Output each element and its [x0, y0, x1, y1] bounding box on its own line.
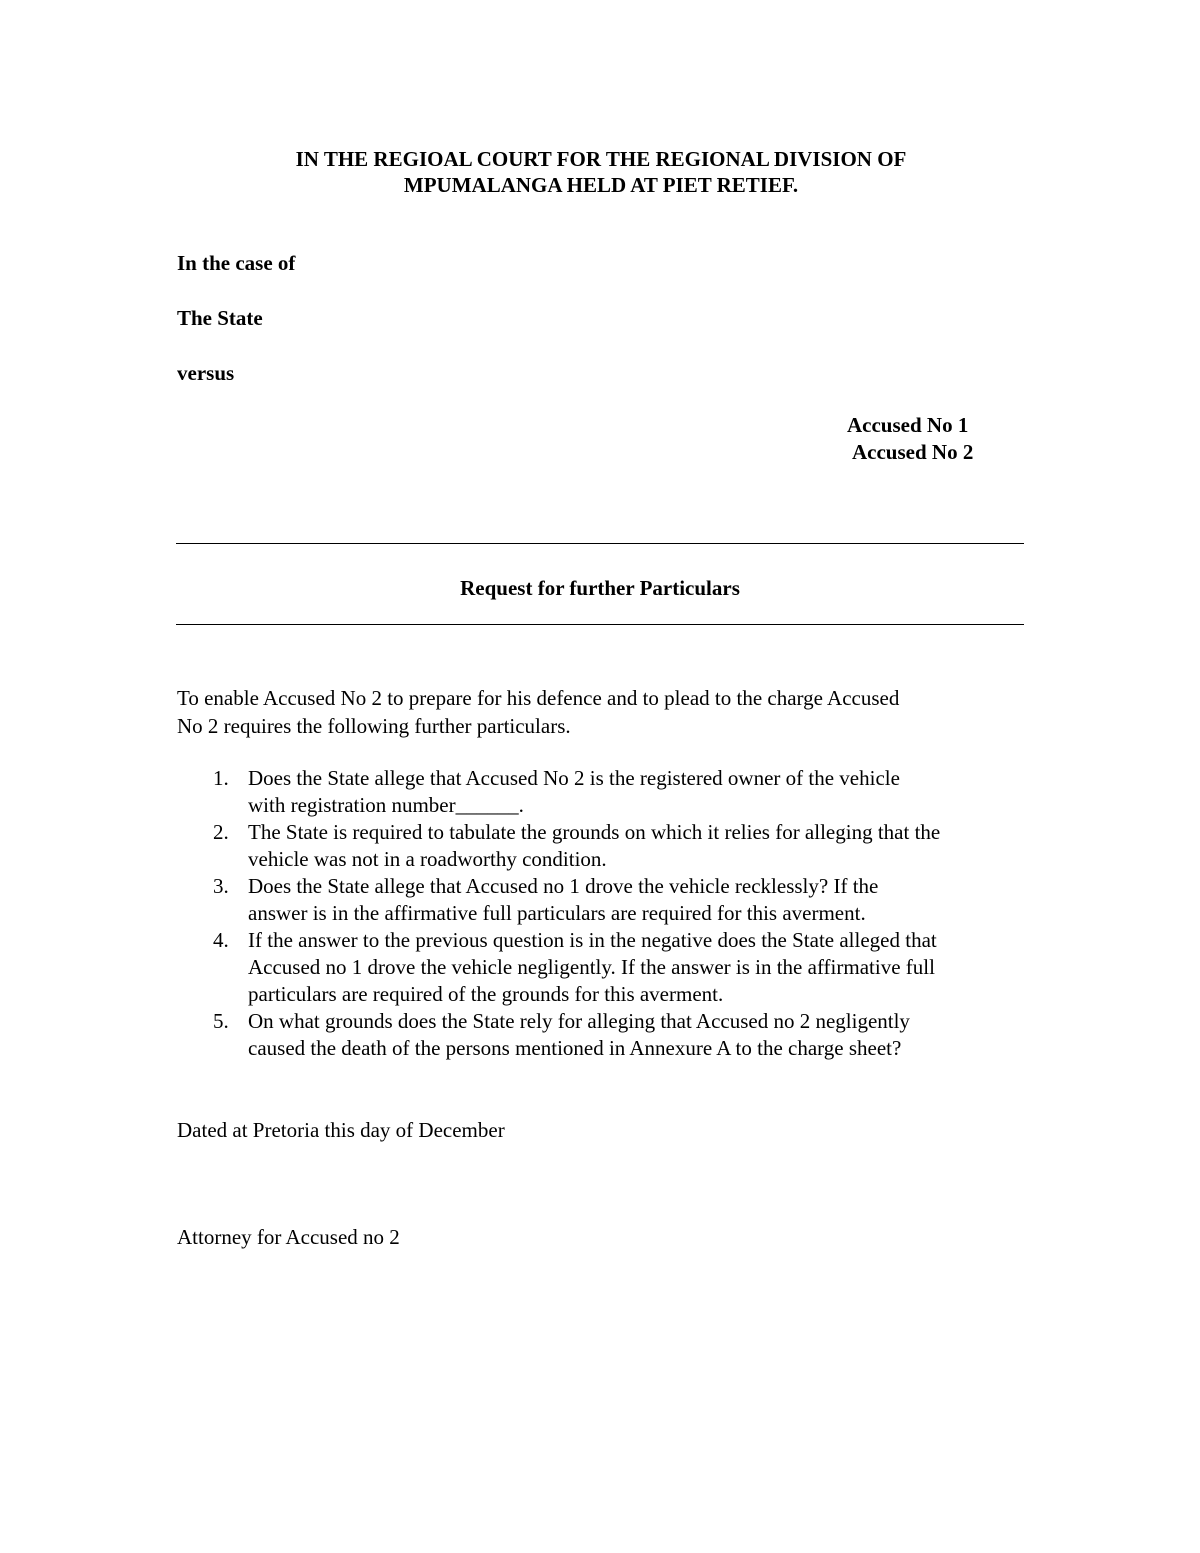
- court-heading-line: MPUMALANGA HELD AT PIET RETIEF.: [403, 173, 799, 197]
- list-item-line: The State is required to tabulate the grounds on which it relies for alleging that the: [248, 820, 941, 844]
- list-item-line: Accused no 1 drove the vehicle negligently. If the answer is in the affirmative full: [248, 955, 935, 979]
- accused-2-label: Accused No 2: [852, 440, 974, 464]
- list-item-line: Does the State allege that Accused No 2 is the registered owner of the vehicle: [248, 766, 900, 790]
- list-item-line: If the answer to the previous question is in the negative does the State alleged that: [248, 928, 937, 952]
- list-item-number: 5.: [213, 1009, 229, 1033]
- list-item-line: On what grounds does the State rely for alleging that Accused no 2 negligently: [248, 1009, 910, 1033]
- list-item: [177, 1008, 1037, 1062]
- list-item-number: 3.: [213, 874, 229, 898]
- list-item: [177, 873, 1037, 927]
- particulars-list: [177, 765, 1037, 1062]
- list-item-line: with registration number______.: [248, 793, 524, 817]
- list-item-line: vehicle was not in a roadworthy condition.: [248, 847, 607, 871]
- list-item-line: caused the death of the persons mentioned in Annexure A to the charge sheet?: [248, 1036, 902, 1060]
- top-divider: [176, 543, 1024, 544]
- list-item: [177, 927, 1037, 1008]
- versus-label: versus: [177, 361, 235, 385]
- bottom-divider: [176, 624, 1024, 625]
- list-item-number: 2.: [213, 820, 229, 844]
- intro-line: No 2 requires the following further particulars.: [177, 714, 571, 738]
- list-item-line: Does the State allege that Accused no 1 drove the vehicle recklessly? If the: [248, 874, 879, 898]
- accused-1-label: Accused No 1: [847, 413, 969, 437]
- dated-line: Dated at Pretoria this day of December: [177, 1118, 505, 1142]
- list-item-number: 4.: [213, 928, 229, 952]
- list-item: [177, 819, 1037, 873]
- intro-paragraph: [177, 684, 1027, 740]
- court-heading-line: IN THE REGIOAL COURT FOR THE REGIONAL DIVISION OF: [295, 147, 907, 171]
- attorney-signature-line: Attorney for Accused no 2: [177, 1225, 400, 1249]
- intro-line: To enable Accused No 2 to prepare for his defence and to plead to the charge Accused: [177, 686, 900, 710]
- list-item: [177, 765, 1037, 819]
- list-item-line: particulars are required of the grounds for this averment.: [248, 982, 724, 1006]
- case-intro-label: In the case of: [177, 251, 296, 275]
- list-item-number: 1.: [213, 766, 229, 790]
- list-item-line: answer is in the affirmative full particulars are required for this averment.: [248, 901, 866, 925]
- court-heading: [176, 146, 1026, 198]
- document-title: Request for further Particulars: [460, 576, 740, 600]
- state-party-label: The State: [177, 306, 263, 330]
